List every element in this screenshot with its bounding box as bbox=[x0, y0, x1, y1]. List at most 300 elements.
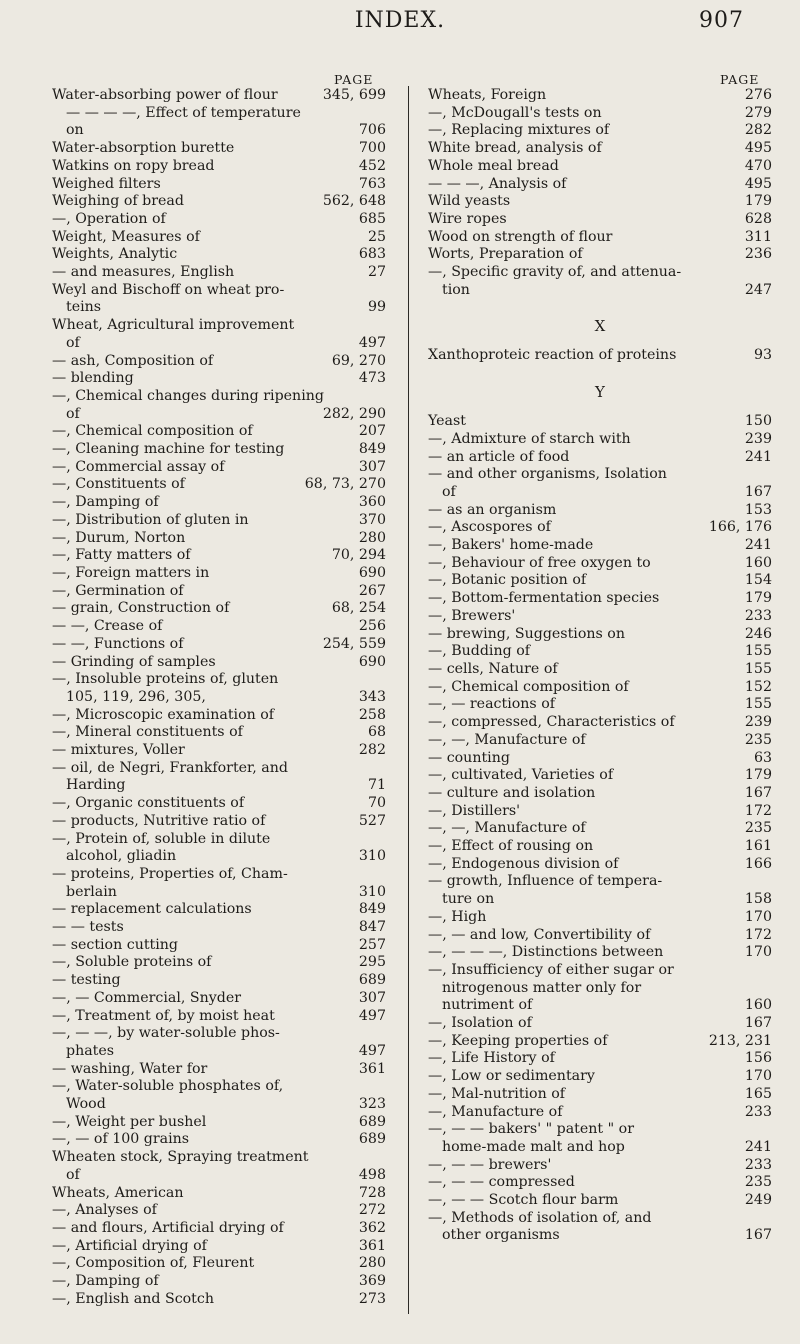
entry-page: 179 bbox=[744, 767, 772, 784]
index-entry bbox=[52, 919, 386, 937]
entry-text: —, Low or sedimentary bbox=[428, 1068, 595, 1085]
entry-page: 280 bbox=[358, 1255, 386, 1272]
entry-page: 257 bbox=[358, 936, 386, 953]
index-entry bbox=[52, 618, 386, 636]
entry-text-continued: teins bbox=[66, 299, 102, 316]
entry-page: 156 bbox=[744, 1050, 772, 1067]
entry-text: —, Fatty matters of bbox=[52, 547, 191, 564]
index-entry bbox=[52, 1185, 386, 1203]
entry-text-continued: on bbox=[66, 122, 84, 139]
entry-text: — as an organism bbox=[428, 501, 557, 518]
entry-text: —, Mal-nutrition of bbox=[428, 1085, 566, 1102]
index-entry bbox=[52, 760, 386, 795]
entry-page: 527 bbox=[358, 812, 386, 829]
entry-text: — and other organisms, Isolation bbox=[428, 466, 667, 483]
index-entry bbox=[428, 1015, 772, 1033]
index-entry bbox=[52, 512, 386, 530]
entry-page: 247 bbox=[744, 281, 772, 298]
entry-page: 362 bbox=[358, 1220, 386, 1236]
index-entry bbox=[52, 423, 386, 441]
entry-text: — — tests bbox=[52, 919, 124, 936]
entry-text: Yeast bbox=[428, 413, 466, 430]
entry-page: 161 bbox=[744, 838, 772, 855]
entry-text: —, Keeping properties of bbox=[428, 1032, 608, 1049]
entry-text: —, Constituents of bbox=[52, 476, 185, 493]
section-x-entries bbox=[428, 347, 772, 365]
index-entry bbox=[428, 572, 772, 590]
entry-text: — growth, Influence of tempera- bbox=[428, 873, 663, 890]
entry-page: 170 bbox=[744, 944, 772, 961]
entry-text: —, Distillers' bbox=[428, 802, 521, 819]
index-entry bbox=[428, 838, 772, 856]
index-entry bbox=[52, 476, 386, 494]
entry-page: 706 bbox=[358, 122, 386, 139]
entry-text-continued: home-made malt and hop bbox=[442, 1138, 625, 1155]
entry-page: 360 bbox=[358, 494, 386, 511]
index-entry bbox=[52, 901, 386, 919]
index-entry bbox=[428, 927, 772, 945]
entry-text: —, Botanic position of bbox=[428, 572, 587, 589]
entry-text: —, Chemical composition of bbox=[52, 423, 253, 440]
entry-page: 370 bbox=[358, 511, 386, 528]
index-entry bbox=[52, 459, 386, 477]
entry-page: 241 bbox=[744, 448, 772, 465]
index-entry bbox=[52, 583, 386, 601]
entry-text-continued: phates bbox=[66, 1042, 115, 1059]
entry-text: —, Artificial drying of bbox=[52, 1237, 207, 1254]
entry-text: — and measures, English bbox=[52, 264, 235, 281]
entry-page: 323 bbox=[358, 1096, 386, 1113]
entry-page: 236 bbox=[744, 246, 772, 263]
index-entry bbox=[52, 246, 386, 264]
entry-text: Wild yeasts bbox=[428, 193, 511, 210]
index-entry bbox=[428, 608, 772, 626]
entry-text: Wheats, American bbox=[52, 1184, 184, 1201]
index-entry bbox=[52, 1273, 386, 1291]
entry-text-continued: ture on bbox=[442, 891, 495, 908]
index-entry bbox=[52, 1291, 386, 1309]
entry-text: —, Behaviour of free oxygen to bbox=[428, 554, 651, 571]
section-y-entries bbox=[428, 413, 772, 1245]
entry-text: —, Replacing mixtures of bbox=[428, 122, 610, 139]
entry-page: 689 bbox=[358, 972, 386, 989]
entry-text: Xanthoproteic reaction of proteins bbox=[428, 347, 677, 364]
entry-text: — testing bbox=[52, 972, 121, 989]
entry-page: 167 bbox=[744, 483, 772, 500]
index-entry bbox=[52, 353, 386, 371]
index-entry bbox=[428, 944, 772, 962]
entry-text: Weight, Measures of bbox=[52, 228, 200, 245]
index-entry bbox=[428, 264, 772, 299]
index-entry bbox=[52, 1255, 386, 1273]
entry-page: 155 bbox=[744, 696, 772, 713]
index-entry bbox=[428, 158, 772, 176]
entry-text: —, Ascospores of bbox=[428, 519, 551, 536]
entry-text: —, High bbox=[428, 908, 487, 925]
index-entry bbox=[52, 140, 386, 158]
entry-page: 179 bbox=[744, 590, 772, 607]
entry-text: —, Cleaning machine for testing bbox=[52, 441, 285, 458]
entry-text: —, Chemical composition of bbox=[428, 678, 629, 695]
entry-page: 233 bbox=[744, 1156, 772, 1173]
entry-text: —, Bottom-fermentation species bbox=[428, 590, 660, 607]
entry-text-continued: of bbox=[66, 1166, 80, 1183]
entry-text: — and flours, Artificial drying of bbox=[52, 1220, 284, 1236]
section-letter-x: X bbox=[594, 317, 606, 336]
index-entry bbox=[428, 856, 772, 874]
index-entry bbox=[428, 1050, 772, 1068]
entry-text: —, Soluble proteins of bbox=[52, 954, 212, 971]
index-entry bbox=[428, 431, 772, 449]
entry-text: —, Organic constituents of bbox=[52, 795, 245, 812]
entry-text: —, Bakers' home-made bbox=[428, 537, 594, 554]
entry-text: — counting bbox=[428, 749, 510, 766]
entry-text: —, Protein of, soluble in dilute bbox=[52, 830, 271, 847]
entry-text: —, — —, by water-soluble phos- bbox=[52, 1025, 280, 1042]
entry-text: —, — — compressed bbox=[428, 1174, 575, 1191]
entry-page: 155 bbox=[744, 660, 772, 677]
entry-text: Watkins on ropy bread bbox=[52, 157, 215, 174]
entry-text: —, — and low, Convertibility of bbox=[428, 926, 651, 943]
entry-text: —, Brewers' bbox=[428, 607, 516, 624]
index-entry bbox=[52, 954, 386, 972]
index-entry bbox=[428, 803, 772, 821]
entry-page: 235 bbox=[744, 731, 772, 748]
index-entry bbox=[428, 750, 772, 768]
entry-text: Water-absorption burette bbox=[52, 140, 235, 157]
entry-text: —, Damping of bbox=[52, 1273, 159, 1290]
entry-text: —, McDougall's tests on bbox=[428, 104, 602, 121]
entry-page: 249 bbox=[744, 1192, 772, 1209]
entry-text-continued: other organisms bbox=[442, 1227, 560, 1244]
entry-text: Wheats, Foreign bbox=[428, 87, 547, 103]
entry-page: 68, 254 bbox=[331, 600, 386, 617]
left-column bbox=[52, 73, 386, 1309]
entry-text: — Grinding of samples bbox=[52, 653, 216, 670]
entry-text: Wheaten stock, Spraying treatment bbox=[52, 1149, 309, 1166]
entry-page: 170 bbox=[744, 1068, 772, 1085]
page-title: INDEX. bbox=[354, 8, 446, 33]
index-entry bbox=[52, 494, 386, 512]
entry-text: — grain, Construction of bbox=[52, 600, 230, 617]
page-column-label-left: PAGE bbox=[334, 72, 374, 87]
entry-page: 470 bbox=[744, 157, 772, 174]
entry-page: 311 bbox=[744, 228, 772, 245]
entry-page: 763 bbox=[358, 175, 386, 192]
entry-page: 700 bbox=[358, 140, 386, 157]
index-entry bbox=[52, 282, 386, 317]
index-entry bbox=[428, 211, 772, 229]
entry-page: 495 bbox=[744, 140, 772, 157]
entry-text: Weighed filters bbox=[52, 175, 161, 192]
entry-page: 165 bbox=[744, 1085, 772, 1102]
entry-page: 497 bbox=[358, 1042, 386, 1059]
index-entry bbox=[52, 1061, 386, 1079]
entry-page: 70, 294 bbox=[331, 547, 386, 564]
entry-text: —, — — brewers' bbox=[428, 1156, 552, 1173]
section-letter-y: Y bbox=[595, 383, 605, 402]
entry-page: 452 bbox=[358, 157, 386, 174]
entry-text: —, — reactions of bbox=[428, 696, 555, 713]
index-entry bbox=[52, 264, 386, 282]
entry-page: 233 bbox=[744, 607, 772, 624]
entry-text-continued: of bbox=[66, 334, 80, 351]
index-entry bbox=[428, 1086, 772, 1104]
entry-page: 172 bbox=[744, 926, 772, 943]
entry-page: 295 bbox=[358, 954, 386, 971]
entry-text: Weighing of bread bbox=[52, 193, 184, 210]
entry-page: 235 bbox=[744, 1174, 772, 1191]
index-entry bbox=[52, 1008, 386, 1026]
entry-page: 235 bbox=[744, 820, 772, 837]
entry-page: 847 bbox=[358, 919, 386, 936]
entry-text: —, — — —, Distinctions between bbox=[428, 944, 664, 961]
index-entry bbox=[52, 1238, 386, 1256]
entry-text: —, Treatment of, by moist heat bbox=[52, 1007, 275, 1024]
entry-text: —, —, Manufacture of bbox=[428, 731, 586, 748]
entry-text: —, Manufacture of bbox=[428, 1103, 563, 1120]
entry-page: 497 bbox=[358, 1007, 386, 1024]
index-entry bbox=[52, 636, 386, 654]
entry-page: 153 bbox=[744, 501, 772, 518]
entry-page: 70 bbox=[367, 795, 386, 812]
entry-text: —, — Commercial, Snyder bbox=[52, 989, 242, 1006]
entry-page: 239 bbox=[744, 430, 772, 447]
index-entry bbox=[52, 1131, 386, 1149]
entry-text-continued: 105, 119, 296, 305, bbox=[66, 688, 206, 705]
index-entry bbox=[428, 661, 772, 679]
index-entry bbox=[428, 714, 772, 732]
index-entry bbox=[428, 767, 772, 785]
entry-page: 690 bbox=[358, 564, 386, 581]
entry-page: 166 bbox=[744, 855, 772, 872]
entry-page: 280 bbox=[358, 529, 386, 546]
entry-text-continued: berlain bbox=[66, 883, 117, 900]
index-entry bbox=[52, 176, 386, 194]
right-column bbox=[428, 73, 772, 1245]
entry-page: 154 bbox=[744, 572, 772, 589]
index-entry bbox=[428, 1192, 772, 1210]
entry-text: — — — —, Effect of temperature bbox=[66, 104, 301, 121]
index-entry bbox=[428, 519, 772, 537]
index-entry bbox=[428, 785, 772, 803]
entry-text: —, Insufficiency of either sugar or bbox=[428, 961, 674, 978]
entry-page: 166, 176 bbox=[708, 519, 772, 536]
index-entry bbox=[52, 229, 386, 247]
entry-page: 849 bbox=[358, 441, 386, 458]
entry-page: 307 bbox=[358, 458, 386, 475]
entry-text: — washing, Water for bbox=[52, 1060, 208, 1077]
entry-text-continued: Wood bbox=[66, 1096, 106, 1113]
entry-page: 276 bbox=[744, 87, 772, 103]
entry-text: Weyl and Bischoff on wheat pro- bbox=[52, 281, 285, 298]
index-entry bbox=[428, 1068, 772, 1086]
entry-text: —, Distribution of gluten in bbox=[52, 511, 249, 528]
entry-text: — ash, Composition of bbox=[52, 352, 214, 369]
entry-text: —, Methods of isolation of, and bbox=[428, 1209, 652, 1226]
entry-page: 343 bbox=[358, 688, 386, 705]
index-entry bbox=[428, 193, 772, 211]
index-entry bbox=[428, 820, 772, 838]
entry-page: 689 bbox=[358, 1131, 386, 1148]
index-entry bbox=[52, 370, 386, 388]
entry-page: 495 bbox=[744, 175, 772, 192]
index-entry bbox=[52, 441, 386, 459]
entry-page: 628 bbox=[744, 210, 772, 227]
entry-text: —, Composition of, Fleurent bbox=[52, 1255, 255, 1272]
entry-text: —, Endogenous division of bbox=[428, 855, 619, 872]
entry-page: 310 bbox=[358, 848, 386, 865]
entry-page: 63 bbox=[753, 749, 772, 766]
entry-text: Worts, Preparation of bbox=[428, 246, 583, 263]
index-entry bbox=[52, 547, 386, 565]
entry-text: —, compressed, Characteristics of bbox=[428, 714, 675, 731]
index-entry bbox=[52, 831, 386, 866]
entry-text: Wheat, Agricultural improvement bbox=[52, 317, 295, 334]
index-entry bbox=[52, 1202, 386, 1220]
index-entry bbox=[428, 555, 772, 573]
entry-text: — proteins, Properties of, Cham- bbox=[52, 865, 288, 882]
index-entry bbox=[428, 229, 772, 247]
index-entry bbox=[52, 707, 386, 725]
page-number: 907 bbox=[699, 8, 744, 33]
entry-page: 170 bbox=[744, 908, 772, 925]
entry-page: 68 bbox=[367, 724, 386, 741]
index-entry bbox=[52, 193, 386, 211]
entry-text: —, Germination of bbox=[52, 582, 184, 599]
index-entry bbox=[428, 909, 772, 927]
index-entry bbox=[52, 742, 386, 760]
entry-text: Wire ropes bbox=[428, 210, 507, 227]
entry-page: 179 bbox=[744, 193, 772, 210]
index-entry bbox=[428, 1104, 772, 1122]
entry-page: 256 bbox=[358, 618, 386, 635]
entry-text: —, Budding of bbox=[428, 643, 530, 660]
index-entry bbox=[428, 537, 772, 555]
entry-page: 272 bbox=[358, 1202, 386, 1219]
entry-text: —, — — Scotch flour barm bbox=[428, 1192, 619, 1209]
index-entry bbox=[52, 211, 386, 229]
entry-page: 690 bbox=[358, 653, 386, 670]
entry-text: —, Insoluble proteins of, gluten bbox=[52, 671, 279, 688]
entry-page: 497 bbox=[358, 334, 386, 351]
entry-text: —, Mineral constituents of bbox=[52, 724, 243, 741]
index-entry bbox=[428, 449, 772, 467]
entry-page: 25 bbox=[367, 228, 386, 245]
entry-page: 498 bbox=[358, 1166, 386, 1183]
entry-page: 345, 699 bbox=[322, 87, 386, 103]
entry-text: — cells, Nature of bbox=[428, 660, 558, 677]
entry-text: White bread, analysis of bbox=[428, 140, 602, 157]
entry-page: 310 bbox=[358, 883, 386, 900]
entry-page: 849 bbox=[358, 901, 386, 918]
entry-text: —, Admixture of starch with bbox=[428, 430, 631, 447]
entry-text: — brewing, Suggestions on bbox=[428, 625, 625, 642]
entry-page: 155 bbox=[744, 643, 772, 660]
entry-text: —, Water-soluble phosphates of, bbox=[52, 1078, 284, 1095]
entry-page: 473 bbox=[358, 370, 386, 387]
entry-text: —, Chemical changes during ripening bbox=[52, 387, 324, 404]
entry-text-continued: alcohol, gliadin bbox=[66, 848, 177, 865]
index-entry bbox=[52, 937, 386, 955]
entry-page: 239 bbox=[744, 714, 772, 731]
index-entry bbox=[52, 158, 386, 176]
index-entry bbox=[428, 873, 772, 908]
index-entry bbox=[52, 671, 386, 706]
entry-page: 246 bbox=[744, 625, 772, 642]
index-entry bbox=[428, 176, 772, 194]
entry-page: 685 bbox=[358, 210, 386, 227]
entry-page: 683 bbox=[358, 246, 386, 263]
index-entry bbox=[52, 87, 386, 105]
entry-page: 167 bbox=[744, 1227, 772, 1244]
entry-text: Wood on strength of flour bbox=[428, 228, 613, 245]
entry-page: 728 bbox=[358, 1184, 386, 1201]
entry-page: 71 bbox=[367, 777, 386, 794]
entry-page: 258 bbox=[358, 706, 386, 723]
entry-page: 282, 290 bbox=[322, 405, 386, 422]
index-entry bbox=[428, 413, 772, 431]
entry-text: —, Life History of bbox=[428, 1050, 555, 1067]
entry-page: 254, 559 bbox=[322, 635, 386, 652]
entry-text: —, — — bakers' " patent " or bbox=[428, 1121, 634, 1138]
entry-page: 241 bbox=[744, 1138, 772, 1155]
entry-text: —, Operation of bbox=[52, 210, 166, 227]
index-entry bbox=[428, 1121, 772, 1156]
left-entries bbox=[52, 87, 386, 1309]
entry-page: 689 bbox=[358, 1113, 386, 1130]
entry-page: 160 bbox=[744, 997, 772, 1014]
entry-page: 279 bbox=[744, 104, 772, 121]
entry-text: —, Effect of rousing on bbox=[428, 838, 594, 855]
index-entry bbox=[428, 502, 772, 520]
entry-page: 93 bbox=[753, 347, 772, 364]
page-column-label-right: PAGE bbox=[720, 72, 760, 87]
entry-text: — an article of food bbox=[428, 448, 570, 465]
entry-text: —, cultivated, Varieties of bbox=[428, 767, 614, 784]
entry-text: — — —, Analysis of bbox=[428, 175, 567, 192]
entry-text: — oil, de Negri, Frankforter, and bbox=[52, 759, 288, 776]
index-entry bbox=[52, 530, 386, 548]
index-entry bbox=[428, 696, 772, 714]
entry-text-continued: of bbox=[442, 483, 456, 500]
index-entry bbox=[52, 866, 386, 901]
entry-text-continued: tion bbox=[442, 281, 470, 298]
index-entry bbox=[428, 1210, 772, 1245]
entry-text: — culture and isolation bbox=[428, 784, 596, 801]
entry-page: 241 bbox=[744, 537, 772, 554]
entry-text: — section cutting bbox=[52, 936, 178, 953]
index-entry bbox=[428, 590, 772, 608]
index-entry bbox=[428, 140, 772, 158]
entry-page: 273 bbox=[358, 1290, 386, 1307]
entry-page: 160 bbox=[744, 554, 772, 571]
entry-text: — mixtures, Voller bbox=[52, 742, 185, 759]
entry-text: Water-absorbing power of flour bbox=[52, 87, 278, 103]
entry-text: —, Specific gravity of, and attenua- bbox=[428, 264, 682, 281]
entry-page: 99 bbox=[367, 299, 386, 316]
index-entry bbox=[428, 1157, 772, 1175]
index-entry bbox=[428, 105, 772, 123]
index-entry bbox=[428, 962, 772, 997]
entry-page: 167 bbox=[744, 784, 772, 801]
entry-text-continued: Harding bbox=[66, 777, 126, 794]
entry-text-continued: nitrogenous matter only for bbox=[442, 979, 642, 996]
index-entry bbox=[52, 1149, 386, 1184]
entry-page: 267 bbox=[358, 582, 386, 599]
entry-page: 68, 73, 270 bbox=[304, 476, 386, 493]
index-entry bbox=[52, 1220, 386, 1238]
